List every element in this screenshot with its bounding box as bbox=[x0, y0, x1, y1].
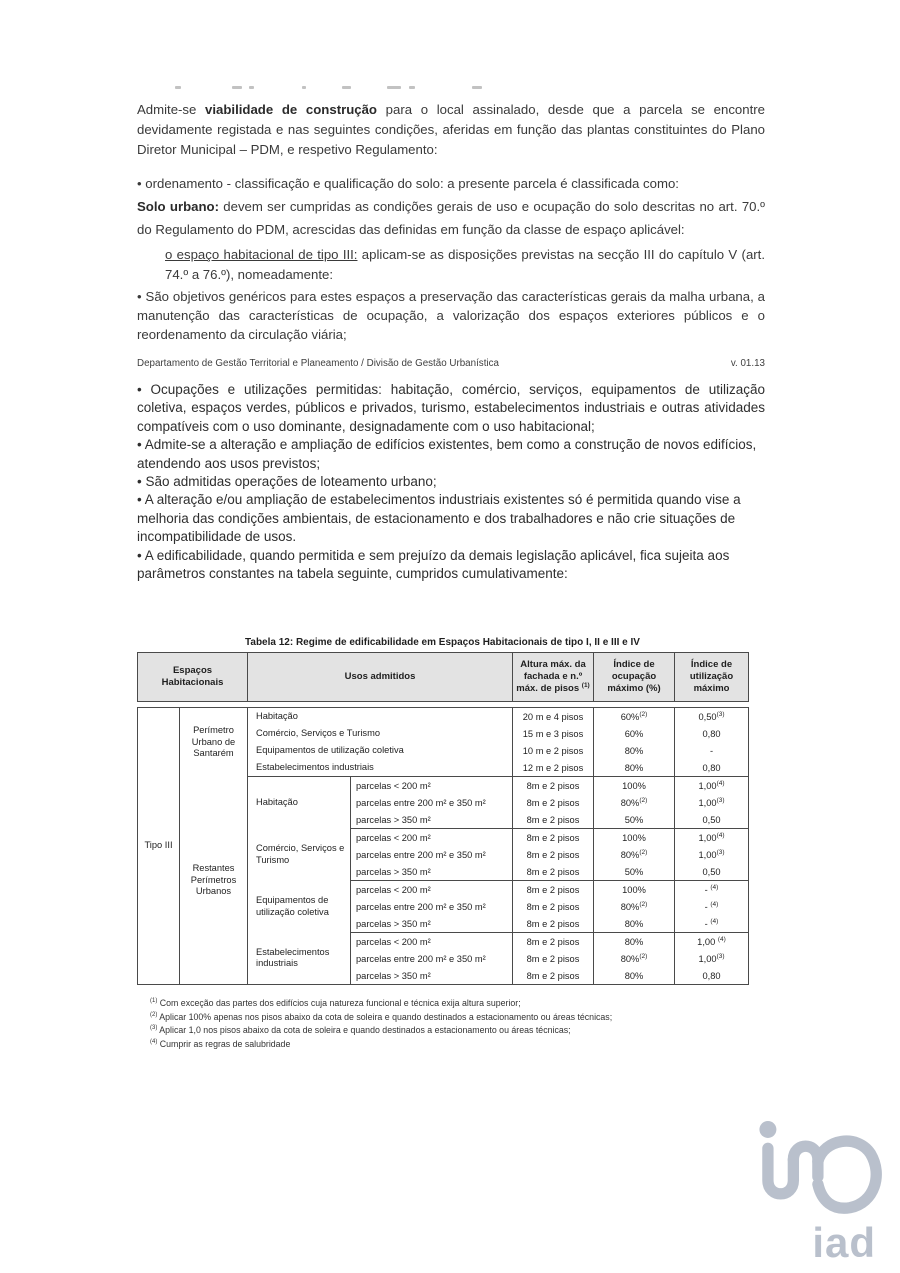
cell-parcela: parcelas < 200 m² bbox=[351, 829, 513, 847]
cell-parcela: parcelas > 350 m² bbox=[351, 967, 513, 985]
cell-ocupacao: 100% bbox=[594, 881, 675, 899]
bullet-ocupacoes: • Ocupações e utilizações permitidas: habitação, comércio, serviços, equipamentos de utilização coletiva, espaços verdes, públicos e privados, turismo, estabelecimentos industriais e outras atividades compatíveis com o uso dominante, designadamente com o uso habitacional; bbox=[137, 382, 765, 434]
cell-ocupacao: 80% bbox=[594, 967, 675, 985]
cell-altura: 8m e 2 pisos bbox=[513, 915, 594, 933]
iad-logo-icon bbox=[750, 1118, 882, 1222]
footer-version: v. 01.13 bbox=[730, 358, 765, 369]
cell-ocupacao: 80%$^{(2)}$ bbox=[594, 794, 675, 811]
header-indice-utilizacao: Índice de utilização máximo bbox=[675, 653, 749, 702]
cell-utilizacao: 1,00$^{(3)}$ bbox=[675, 794, 749, 811]
intro-bold-viabilidade: viabilidade de construção bbox=[205, 102, 377, 117]
cell-utilizacao: 1,00$^{(3)}$ bbox=[675, 950, 749, 967]
cell-altura: 10 m e 2 pisos bbox=[513, 742, 594, 759]
cell-altura: 15 m e 3 pisos bbox=[513, 725, 594, 742]
cell-utilizacao: - bbox=[675, 742, 749, 759]
cell-utilizacao: 1,00 $^{(4)}$ bbox=[675, 933, 749, 951]
cell-ocupacao: 80% bbox=[594, 933, 675, 951]
table-footnote: $^{(1)}$ Com exceção das partes dos edifícios cuja natureza funcional e técnica exija altura superior; bbox=[150, 998, 521, 1008]
cell-altura: 8m e 2 pisos bbox=[513, 794, 594, 811]
cell-altura: 8m e 2 pisos bbox=[513, 933, 594, 951]
cell-uso: Estabelecimentos industriais bbox=[248, 759, 513, 777]
cell-utilizacao: 1,00$^{(3)}$ bbox=[675, 846, 749, 863]
cell-uso: Estabelecimentos industriais bbox=[248, 933, 351, 985]
cut-off-text-fragment bbox=[137, 80, 765, 94]
cell-parcela: parcelas entre 200 m² e 350 m² bbox=[351, 898, 513, 915]
intro-text-rest: para o local assinalado, desde que a parcela se encontre devidamente registada e nas seguintes condições, aferidas em função das plantas constituintes do Plano Diretor Municipal – PDM, e respetivo Regulamento: bbox=[137, 102, 765, 157]
cell-uso: Equipamentos de utilização coletiva bbox=[248, 881, 351, 933]
cell-altura: 8m e 2 pisos bbox=[513, 967, 594, 985]
cell-ocupacao: 80%$^{(2)}$ bbox=[594, 950, 675, 967]
cell-utilizacao: 0,80 bbox=[675, 759, 749, 777]
cell-parcela: parcelas entre 200 m² e 350 m² bbox=[351, 950, 513, 967]
iad-watermark bbox=[732, 1118, 882, 1266]
cell-altura: 12 m e 2 pisos bbox=[513, 759, 594, 777]
cell-perimetro-urbano-santarem: Perímetro Urbano de Santarém bbox=[180, 708, 248, 777]
header-usos-admitidos: Usos admitidos bbox=[248, 653, 513, 702]
cell-ocupacao: 80%$^{(2)}$ bbox=[594, 898, 675, 915]
espaco-underlined-heading: o espaço habitacional de tipo III: bbox=[165, 247, 358, 262]
cell-altura: 8m e 2 pisos bbox=[513, 950, 594, 967]
paragraph-ordenamento bbox=[137, 172, 765, 241]
cell-altura: 8m e 2 pisos bbox=[513, 846, 594, 863]
espaco-rest: aplicam-se as disposições previstas na secção III do capítulo V (art. 74.º a 76.º), nomeadamente: bbox=[165, 247, 765, 282]
cell-utilizacao: 1,00$^{(4)}$ bbox=[675, 829, 749, 847]
ordenamento-line: • ordenamento - classificação e qualificação do solo: a presente parcela é classificada como: bbox=[137, 176, 679, 191]
cell-utilizacao: - $^{(4)}$ bbox=[675, 915, 749, 933]
bullet-loteamento: • São admitidas operações de loteamento urbano; bbox=[137, 474, 437, 490]
cell-utilizacao: - $^{(4)}$ bbox=[675, 898, 749, 915]
intro-text-start: Admite-se bbox=[137, 102, 206, 117]
cell-uso: Comércio, Serviços e Turismo bbox=[248, 829, 351, 881]
document-content bbox=[137, 80, 765, 1049]
cell-uso: Comércio, Serviços e Turismo bbox=[248, 725, 513, 742]
cell-altura: 8m e 2 pisos bbox=[513, 811, 594, 829]
header-indice-ocupacao: Índice de ocupação máximo (%) bbox=[594, 653, 675, 702]
cell-uso: Habitação bbox=[248, 777, 351, 829]
bullet-edificabilidade: • A edificabilidade, quando permitida e sem prejuízo da demais legislação aplicável, fica sujeita aos parâmetros constantes na tabela seguinte, cumpridos cumulativamente: bbox=[137, 547, 730, 582]
cell-parcela: parcelas entre 200 m² e 350 m² bbox=[351, 846, 513, 863]
header-espacos-habitacionais: Espaços Habitacionais bbox=[138, 653, 248, 702]
cell-parcela: parcelas > 350 m² bbox=[351, 863, 513, 881]
paragraph-objetivos: • São objetivos genéricos para estes espaços a preservação das características gerais da malha urbana, a manutenção das características de ocupação, a valorização dos espaços exteriores públicos e o reordenamento da circulação viária; bbox=[137, 289, 765, 342]
solo-urbano-bold: Solo urbano: bbox=[137, 199, 219, 214]
cell-ocupacao: 100% bbox=[594, 829, 675, 847]
table-body bbox=[137, 707, 749, 985]
header-altura-maxima: Altura máx. da fachada e n.º máx. de pisos $^{(1)}$ bbox=[513, 653, 594, 702]
table-footnote: $^{(2)}$ Aplicar 100% apenas nos pisos abaixo da cota de soleira e quando destinados a estacionamento ou áreas técnicas; bbox=[150, 1011, 613, 1022]
cell-altura: 8m e 2 pisos bbox=[513, 829, 594, 847]
cell-restantes-perimetros-urbanos: Restantes Perímetros Urbanos bbox=[180, 777, 248, 985]
cell-ocupacao: 60%$^{(2)}$ bbox=[594, 708, 675, 726]
solo-urbano-rest: devem ser cumpridas as condições gerais de uso e ocupação do solo descritas no art. 70.º do Regulamento do PDM, acrescidas das definidas em função da classe de espaço aplicável: bbox=[137, 199, 765, 237]
cell-ocupacao: 80% bbox=[594, 742, 675, 759]
page-footer bbox=[137, 358, 765, 369]
cell-parcela: parcelas > 350 m² bbox=[351, 811, 513, 829]
cell-ocupacao: 60% bbox=[594, 725, 675, 742]
table-footnote: $^{(4)}$ Cumprir as regras de salubridade bbox=[150, 1038, 291, 1049]
cell-altura: 20 m e 4 pisos bbox=[513, 708, 594, 726]
footer-department: Departamento de Gestão Territorial e Planeamento / Divisão de Gestão Urbanística bbox=[137, 358, 499, 369]
paragraph-intro bbox=[137, 100, 765, 160]
cell-utilizacao: 1,00$^{(4)}$ bbox=[675, 777, 749, 795]
cell-utilizacao: 0,50 bbox=[675, 863, 749, 881]
header-altura-footnote-ref: (1) bbox=[581, 681, 590, 689]
cell-ocupacao: 50% bbox=[594, 863, 675, 881]
cell-altura: 8m e 2 pisos bbox=[513, 881, 594, 899]
cell-uso: Habitação bbox=[248, 708, 513, 726]
bullet-estabelecimentos: • A alteração e/ou ampliação de estabelecimentos industriais existentes só é permitida quando vise a melhoria das condições ambientais, de estacionamento e dos trabalhadores e não crie situações de incompatibilidade de usos. bbox=[137, 492, 741, 545]
cell-parcela: parcelas < 200 m² bbox=[351, 933, 513, 951]
cell-utilizacao: 0,50$^{(3)}$ bbox=[675, 708, 749, 726]
table-title: Tabela 12: Regime de edificabilidade em Espaços Habitacionais de tipo I, II e III e IV bbox=[245, 637, 640, 648]
cell-parcela: parcelas < 200 m² bbox=[351, 777, 513, 795]
cell-altura: 8m e 2 pisos bbox=[513, 777, 594, 795]
table-footnote: $^{(3)}$ Aplicar 1,0 nos pisos abaixo da cota de soleira e quando destinados a estacionamento ou áreas técnicas; bbox=[150, 1025, 571, 1035]
cell-altura: 8m e 2 pisos bbox=[513, 863, 594, 881]
cell-altura: 8m e 2 pisos bbox=[513, 898, 594, 915]
cell-ocupacao: 80% bbox=[594, 759, 675, 777]
cell-ocupacao: 100% bbox=[594, 777, 675, 795]
cell-tipo-iii: Tipo III bbox=[138, 708, 180, 985]
iad-logo-text: iad bbox=[812, 1219, 876, 1266]
cell-utilizacao: 0,80 bbox=[675, 725, 749, 742]
paragraph-espaco-habitacional bbox=[165, 245, 765, 285]
cell-utilizacao: 0,50 bbox=[675, 811, 749, 829]
bullet-admite-alteracao: • Admite-se a alteração e ampliação de edifícios existentes, bem como a construção de novos edifícios, atendendo aos usos previstos; bbox=[137, 437, 757, 471]
cell-parcela: parcelas entre 200 m² e 350 m² bbox=[351, 794, 513, 811]
cell-ocupacao: 50% bbox=[594, 811, 675, 829]
cell-parcela: parcelas > 350 m² bbox=[351, 915, 513, 933]
cell-uso: Equipamentos de utilização coletiva bbox=[248, 742, 513, 759]
bullet-list bbox=[137, 381, 765, 583]
cell-utilizacao: 0,80 bbox=[675, 967, 749, 985]
cell-utilizacao: - $^{(4)}$ bbox=[675, 881, 749, 899]
cell-ocupacao: 80%$^{(2)}$ bbox=[594, 846, 675, 863]
cell-ocupacao: 80% bbox=[594, 915, 675, 933]
table-footnotes bbox=[150, 997, 748, 1051]
table-header bbox=[137, 652, 749, 702]
regime-edificabilidade-table-block bbox=[137, 637, 748, 1051]
cell-parcela: parcelas < 200 m² bbox=[351, 881, 513, 899]
